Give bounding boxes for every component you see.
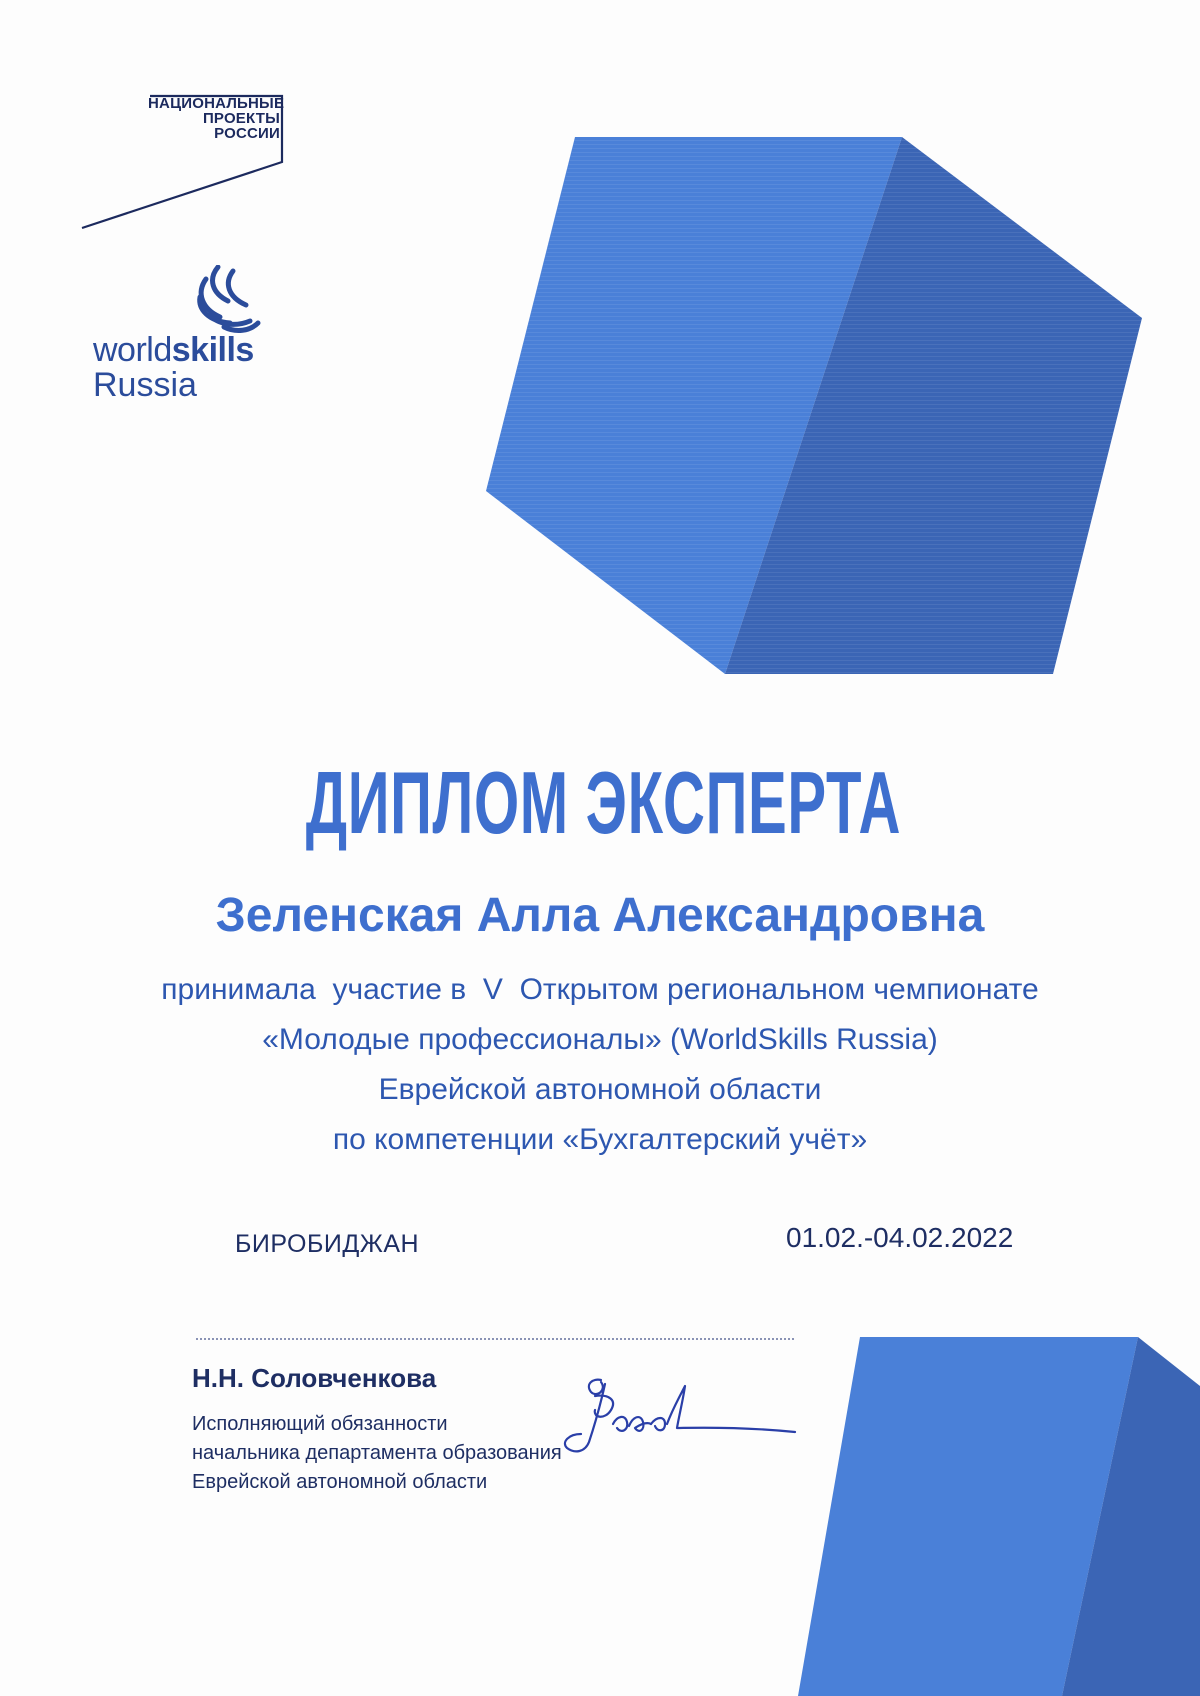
position-line-3: Еврейской автономной области [192,1471,488,1493]
body-line-3: Еврейской автономной области [378,1073,822,1106]
body-line-4: по компетенции «Бухгалтерский учёт» [332,1123,868,1156]
np-line-3: РОССИИ [214,125,280,142]
event-dates: 01.02.-04.02.2022 [786,1222,1014,1253]
position-line-1: Исполняющий обязанности [192,1413,448,1435]
np-line-2: ПРОЕКТЫ [202,110,280,127]
body-line-2: «Молодые профессионалы» (WorldSkills Russia) [262,1023,938,1056]
signature-divider [196,1338,794,1340]
worldskills-wordmark [93,333,254,367]
signatory-name: Н.Н. Соловченкова [192,1363,437,1393]
diploma-body [0,965,1200,1165]
ws-world-text: world [93,331,172,369]
np-line-1: НАЦИОНАЛЬНЫЕ [148,95,285,112]
position-line-2: начальника департамента образования [192,1442,562,1464]
worldskills-country: Russia [93,366,197,404]
city-label: БИРОБИДЖАН [235,1230,420,1258]
recipient-name: Зеленская Алла Александровна [215,889,985,942]
handwritten-signature [555,1368,815,1468]
national-projects-text [148,95,285,142]
ws-skills-text: skills [171,331,254,369]
diploma-title: ДИПЛОМ ЭКСПЕРТА [305,753,902,852]
body-line-1: принимала участие в V Открытом региональном чемпионате [161,973,1039,1006]
signatory-position [192,1410,562,1497]
